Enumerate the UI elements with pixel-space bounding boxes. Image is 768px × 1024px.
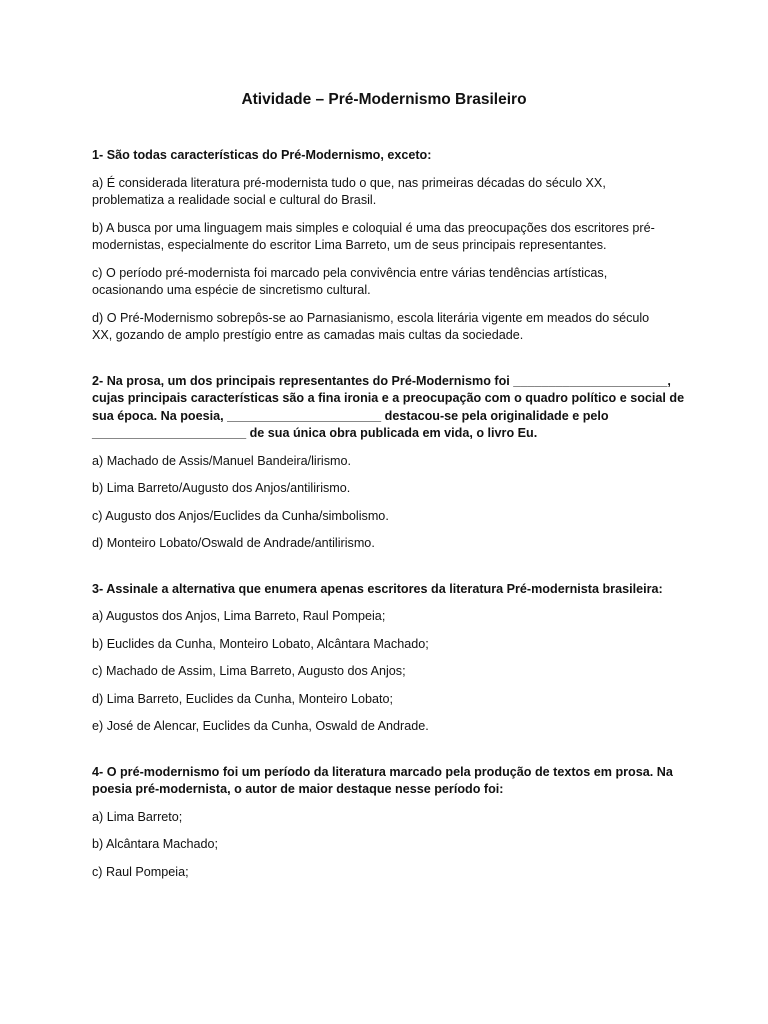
answer-option [92, 535, 682, 553]
answer-option [92, 691, 682, 709]
stem-line: cujas principais características são a fina ironia e a preocupação com o quadro político e social de [92, 391, 685, 405]
answer-option [92, 175, 682, 210]
option-line: c) Machado de Assim, Lima Barreto, Augusto dos Anjos; [92, 664, 406, 678]
option-line: a) Lima Barreto; [92, 809, 183, 824]
option-line: ocasionando uma espécie de sincretismo cultural. [92, 283, 371, 297]
question-4 [92, 764, 682, 882]
option-line: XX, gozando de amplo prestígio entre as camadas mais cultas da sociedade. [92, 328, 524, 342]
questions-list [92, 147, 685, 891]
answer-option [92, 608, 682, 626]
answer-option [92, 718, 682, 736]
stem-line: ______________________ de sua única obra publicada em vida, o livro Eu. [92, 426, 538, 440]
option-line: d) Lima Barreto, Euclides da Cunha, Monteiro Lobato; [92, 691, 394, 706]
answer-option [92, 480, 682, 498]
stem-line: 3- Assinale a alternativa que enumera apenas escritores da literatura Pré-modernista brasileira: [92, 581, 663, 596]
option-line: a) Machado de Assis/Manuel Bandeira/lirismo. [92, 453, 351, 468]
page-title: Atividade – Pré-Modernismo Brasileiro [241, 91, 527, 108]
question-1 [92, 147, 682, 345]
stem-line: poesia pré-modernista, o autor de maior destaque nesse período foi: [92, 782, 504, 796]
option-line: c) Augusto dos Anjos/Euclides da Cunha/simbolismo. [92, 508, 389, 523]
stem-line: sua época. Na poesia, ______________________ destacou-se pela originalidade e pelo [92, 408, 609, 423]
question-stem [92, 373, 685, 443]
option-line: a) Augustos dos Anjos, Lima Barreto, Raul Pompeia; [92, 609, 386, 623]
question-2 [92, 373, 685, 553]
option-line: b) Euclides da Cunha, Monteiro Lobato, Alcântara Machado; [92, 636, 429, 651]
option-line: d) O Pré-Modernismo sobrepôs-se ao Parnasianismo, escola literária vigente em meados do século [92, 310, 650, 325]
answer-option [92, 310, 682, 345]
answer-option [92, 836, 682, 854]
answer-option [92, 220, 682, 255]
option-line: b) A busca por uma linguagem mais simples e coloquial é uma das preocupações dos escritores pré- [92, 220, 655, 235]
option-line: d) Monteiro Lobato/Oswald de Andrade/antilirismo. [92, 536, 375, 550]
option-line: c) O período pré-modernista foi marcado pela convivência entre várias tendências artísticas, [92, 265, 608, 280]
option-line: e) José de Alencar, Euclides da Cunha, Oswald de Andrade. [92, 719, 429, 733]
stem-line: 2- Na prosa, um dos principais representantes do Pré-Modernismo foi ______________________, [92, 373, 671, 388]
option-line: c) Raul Pompeia; [92, 864, 189, 879]
option-line: b) Lima Barreto/Augusto dos Anjos/antilirismo. [92, 481, 351, 495]
answer-option [92, 508, 682, 526]
option-line: b) Alcântara Machado; [92, 837, 219, 851]
answer-option [92, 453, 682, 471]
question-stem [92, 581, 682, 599]
answer-option [92, 809, 682, 827]
answer-option [92, 636, 682, 654]
answer-option [92, 265, 682, 300]
question-stem [92, 147, 682, 165]
option-line: problematiza a realidade social e cultural do Brasil. [92, 193, 377, 207]
answer-option [92, 663, 682, 681]
question-stem [92, 764, 682, 799]
option-line: modernistas, especialmente do escritor Lima Barreto, um de seus principais representantes. [92, 238, 607, 252]
stem-line: 1- São todas características do Pré-Modernismo, exceto: [92, 148, 432, 162]
option-line: a) É considerada literatura pré-modernista tudo o que, nas primeiras décadas do século XX, [92, 175, 606, 190]
question-3 [92, 581, 682, 736]
answer-option [92, 864, 682, 882]
stem-line: 4- O pré-modernismo foi um período da literatura marcado pela produção de textos em prosa. Na [92, 764, 673, 779]
